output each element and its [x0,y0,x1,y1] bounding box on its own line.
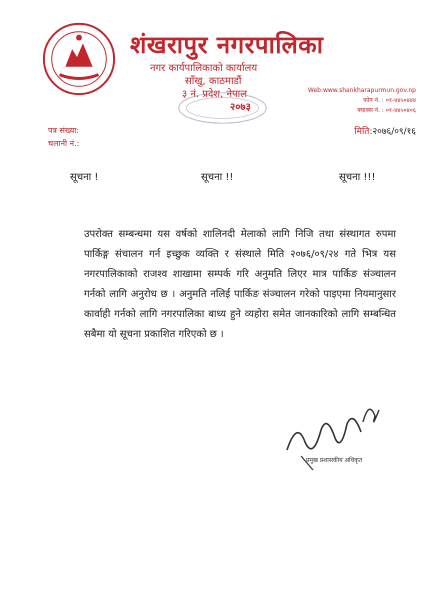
letter-no-label: पत्र संख्या: [48,126,79,135]
contact-block [308,86,416,116]
office-year: २०७३ [230,102,251,113]
office-name: नगर कार्यपालिकाको कार्यालय [150,63,258,74]
address-line-2: ३ नं. प्रदेश, नेपाल [182,89,248,100]
date-block [354,124,416,137]
municipality-title: शंखरापुर नगरपालिका [130,31,324,59]
notice-heading-1: सूचना ! [70,172,99,183]
website: Web:www.shankharapurmun.gov.np [307,87,416,94]
signatory-title: प्रमुख प्रशासकीय अधिकृत [306,457,363,464]
notice-body-paragraph: उपरोक्त सम्बन्धमा यस वर्षको शालिनदी मेलाको लागि निजि तथा संस्थागत रुपमा पार्किङ्ग संचालन गर्न इच्छुक व्यक्ति र संस्थाले मिति २०७६/०९/२४ गते भित्र यस नगरपालिकाको राजश्व शाखामा सम्पर्क गरि अनुमति लिएर मात्र पार्किङ संञ्चालन गर्नको लागि अनुरोध छ । अनुमति नलिई पार्किङ संञ्चालन गरेको पाइएमा नियमानुसार कार्वाही गर्नको लागि नगरपालिका बाध्य हुने व्यहोरा समेत जानकारिको लागि सम्बन्धित सबैमा यो सूचना प्रकाशित गरिएको छ । [84,229,396,340]
fax: फ्याक्स नं. : ०१-४४५०४०६ [357,107,416,114]
address-line-1: साँखु, काठमाडौं [185,76,242,87]
dispatch-no-label: चलानी नं.: [48,139,80,148]
notice-body [84,225,396,345]
notice-heading-3: सूचना !!! [339,172,376,183]
signature-icon [283,380,383,480]
notice-heading-2: सूचना !! [201,172,234,183]
municipality-emblem [40,20,118,98]
phone: फोन नं. : ०१-४४५०४४४ [363,97,416,104]
date-label: मिति: [354,127,373,137]
date-value: २०७६/०९/१६ [372,127,416,137]
office-stamp [175,88,270,128]
